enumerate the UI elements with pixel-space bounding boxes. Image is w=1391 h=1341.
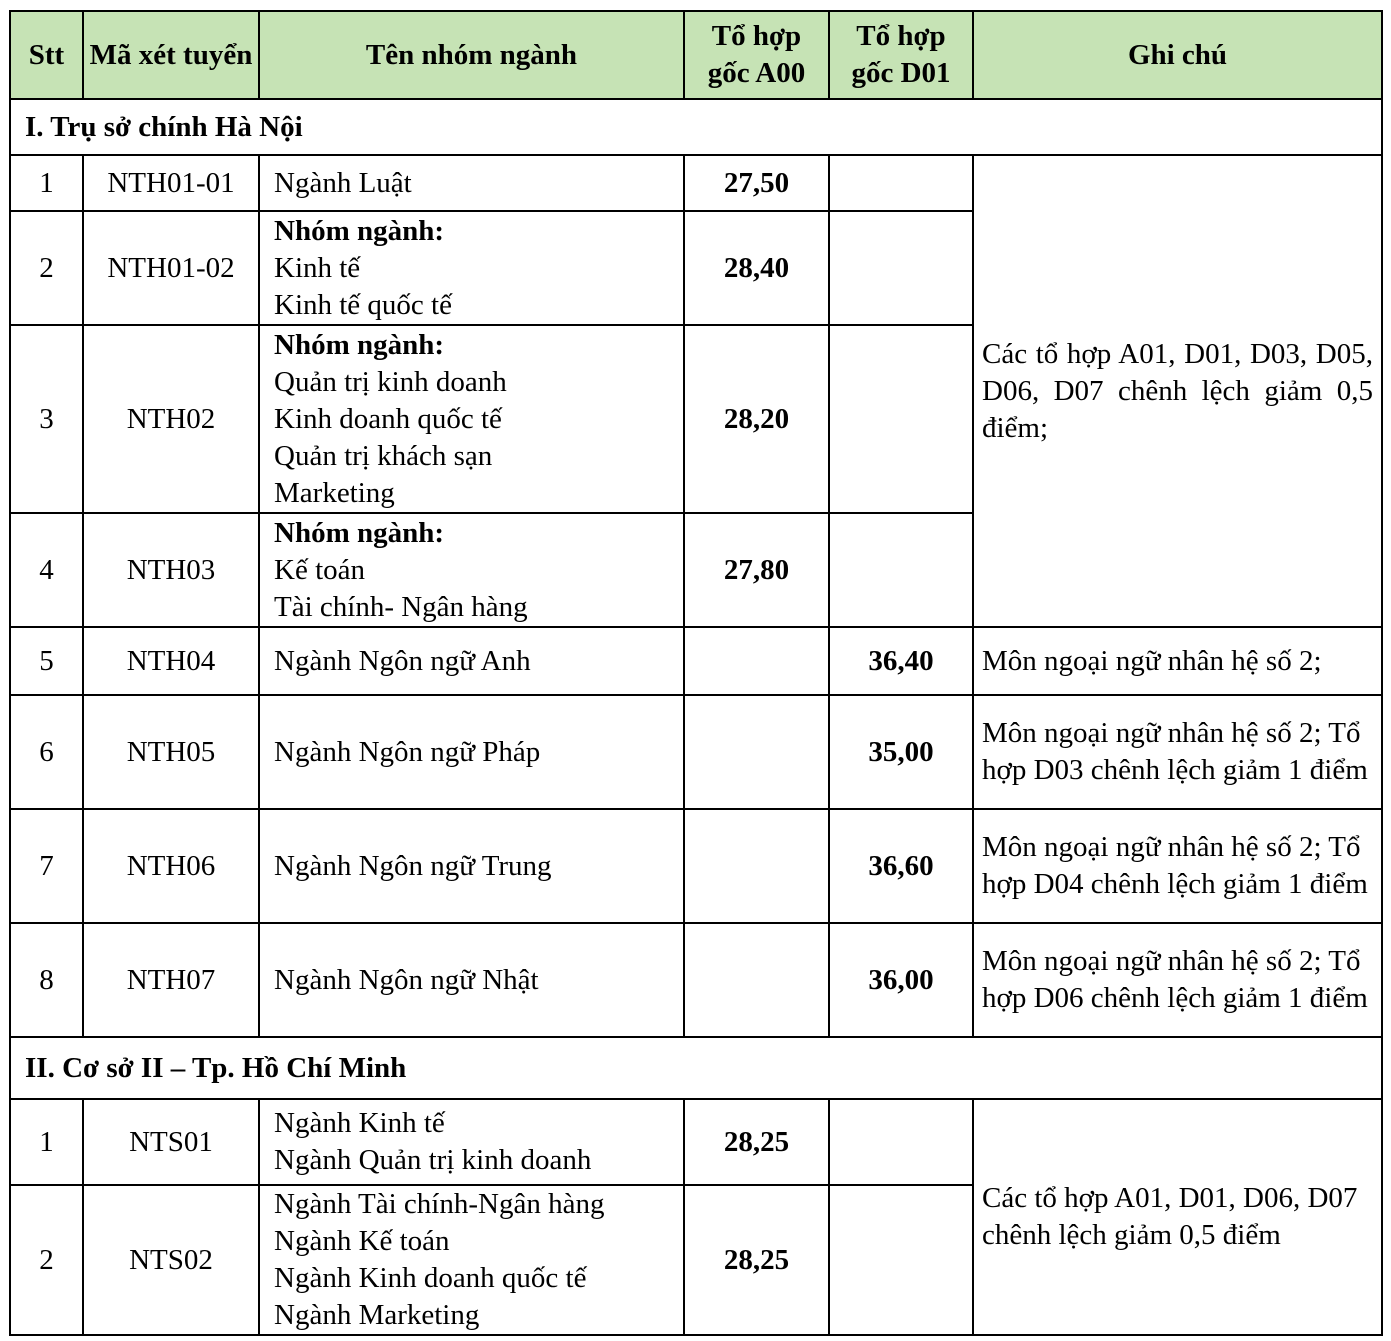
name-line: Ngành Ngôn ngữ Trung <box>274 849 552 882</box>
cell-code: NTH04 <box>83 627 259 695</box>
name-line: Quản trị khách sạn <box>274 439 493 472</box>
name-line: Kế toán <box>274 553 365 586</box>
header-row <box>10 11 1382 99</box>
cell-d01 <box>829 155 973 211</box>
cell-name <box>259 513 684 627</box>
group-label: Nhóm ngành: <box>274 328 445 361</box>
section-title: I. Trụ sở chính Hà Nội <box>10 99 1382 155</box>
cell-name <box>259 155 684 211</box>
cell-a00: 28,40 <box>684 211 829 325</box>
cell-stt: 7 <box>10 809 83 923</box>
cell-name <box>259 923 684 1037</box>
cell-name <box>259 1185 684 1335</box>
cell-a00 <box>684 695 829 809</box>
cell-code: NTH05 <box>83 695 259 809</box>
cell-stt: 1 <box>10 1099 83 1185</box>
group-label: Nhóm ngành: <box>274 214 445 247</box>
cell-stt: 4 <box>10 513 83 627</box>
name-line: Kinh tế <box>274 251 361 284</box>
cell-code: NTH06 <box>83 809 259 923</box>
cell-a00: 27,50 <box>684 155 829 211</box>
table-row <box>10 155 1382 211</box>
cell-a00: 27,80 <box>684 513 829 627</box>
cell-a00 <box>684 627 829 695</box>
table-row <box>10 695 1382 809</box>
cell-a00: 28,20 <box>684 325 829 513</box>
cell-name <box>259 809 684 923</box>
section-title: II. Cơ sở II – Tp. Hồ Chí Minh <box>10 1037 1382 1099</box>
name-line: Quản trị kinh doanh <box>274 365 507 398</box>
cell-stt: 2 <box>10 211 83 325</box>
cell-stt: 5 <box>10 627 83 695</box>
name-line: Tài chính- Ngân hàng <box>274 590 528 623</box>
cell-a00: 28,25 <box>684 1099 829 1185</box>
cell-name <box>259 695 684 809</box>
name-line: Ngành Ngôn ngữ Nhật <box>274 963 539 996</box>
cell-d01 <box>829 1099 973 1185</box>
cell-a00: 28,25 <box>684 1185 829 1335</box>
cell-d01 <box>829 211 973 325</box>
cell-d01: 36,40 <box>829 627 973 695</box>
cell-d01: 36,00 <box>829 923 973 1037</box>
cell-d01: 36,60 <box>829 809 973 923</box>
cell-stt: 2 <box>10 1185 83 1335</box>
header-stt: Stt <box>10 11 83 99</box>
cell-code: NTH01-02 <box>83 211 259 325</box>
table-row <box>10 627 1382 695</box>
cell-merged-note: Các tổ hợp A01, D01, D06, D07 chênh lệch giảm 0,5 điểm <box>973 1099 1382 1335</box>
name-line: Ngành Kinh doanh quốc tế <box>274 1262 587 1294</box>
cell-code: NTH02 <box>83 325 259 513</box>
cell-stt: 3 <box>10 325 83 513</box>
name-line: Ngành Tài chính-Ngân hàng <box>274 1188 605 1220</box>
name-line: Ngành Luật <box>274 166 412 199</box>
section-row <box>10 99 1382 155</box>
table-row <box>10 809 1382 923</box>
cell-name <box>259 627 684 695</box>
cell-code: NTS02 <box>83 1185 259 1335</box>
header-note: Ghi chú <box>973 11 1382 99</box>
cell-code: NTH03 <box>83 513 259 627</box>
cell-d01 <box>829 1185 973 1335</box>
cell-stt: 8 <box>10 923 83 1037</box>
name-line: Ngành Ngôn ngữ Anh <box>274 644 531 677</box>
table-row <box>10 1099 1382 1185</box>
cell-code: NTH01-01 <box>83 155 259 211</box>
cell-note: Môn ngoại ngữ nhân hệ số 2; Tổ hợp D06 chênh lệch giảm 1 điểm <box>973 923 1382 1037</box>
admission-score-table <box>9 10 1383 1336</box>
header-d01: Tổ hợp gốc D01 <box>829 11 973 99</box>
name-line: Ngành Kinh tế <box>274 1107 445 1139</box>
cell-name <box>259 325 684 513</box>
cell-note: Môn ngoại ngữ nhân hệ số 2; Tổ hợp D04 chênh lệch giảm 1 điểm <box>973 809 1382 923</box>
cell-d01 <box>829 325 973 513</box>
cell-stt: 6 <box>10 695 83 809</box>
section-row <box>10 1037 1382 1099</box>
header-code: Mã xét tuyển <box>83 11 259 99</box>
name-line: Marketing <box>274 476 395 509</box>
group-label: Nhóm ngành: <box>274 516 445 549</box>
cell-name <box>259 1099 684 1185</box>
cell-a00 <box>684 809 829 923</box>
table-row <box>10 923 1382 1037</box>
name-line: Ngành Kế toán <box>274 1225 450 1257</box>
cell-note: Môn ngoại ngữ nhân hệ số 2; <box>973 627 1382 695</box>
name-line: Kinh tế quốc tế <box>274 288 452 321</box>
cell-code: NTH07 <box>83 923 259 1037</box>
cell-code: NTS01 <box>83 1099 259 1185</box>
cell-d01: 35,00 <box>829 695 973 809</box>
name-line: Kinh doanh quốc tế <box>274 402 502 435</box>
name-line: Ngành Quản trị kinh doanh <box>274 1144 592 1176</box>
cell-note: Môn ngoại ngữ nhân hệ số 2; Tổ hợp D03 chênh lệch giảm 1 điểm <box>973 695 1382 809</box>
cell-stt: 1 <box>10 155 83 211</box>
name-line: Ngành Ngôn ngữ Pháp <box>274 735 541 768</box>
cell-name <box>259 211 684 325</box>
cell-merged-note: Các tổ hợp A01, D01, D03, D05, D06, D07 chênh lệch giảm 0,5 điểm; <box>973 155 1382 627</box>
cell-d01 <box>829 513 973 627</box>
name-line: Ngành Marketing <box>274 1299 480 1331</box>
cell-a00 <box>684 923 829 1037</box>
header-name: Tên nhóm ngành <box>259 11 684 99</box>
header-a00: Tổ hợp gốc A00 <box>684 11 829 99</box>
